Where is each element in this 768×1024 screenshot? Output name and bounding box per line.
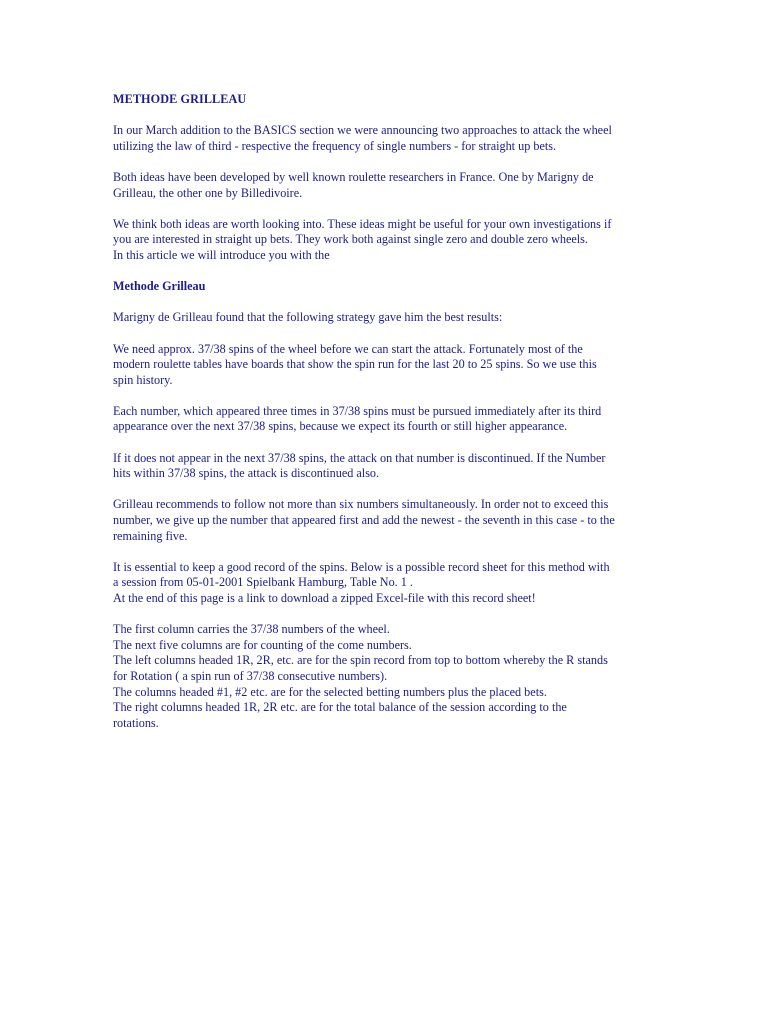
section-subheading: Methode Grilleau — [113, 279, 206, 294]
text-line: remaining five. — [113, 528, 188, 543]
text-line: appearance over the next 37/38 spins, because we expect its fourth or still higher appearance. — [113, 419, 568, 434]
text-line: you are interested in straight up bets. They work both against single zero and double zero wheels. — [113, 232, 588, 247]
method-section — [113, 310, 633, 731]
paragraph-body-4 — [113, 451, 633, 482]
paragraph-intro-1 — [113, 123, 633, 154]
paragraph-body-6 — [113, 560, 633, 607]
text-line: At the end of this page is a link to download a zipped Excel-file with this record sheet! — [113, 591, 536, 605]
text-line: modern roulette tables have boards that show the spin run for the last 20 to 25 spins. So we use this — [113, 357, 597, 372]
intro-section — [113, 123, 633, 263]
text-line: number, we give up the number that appeared first and add the newest - the seventh in this case - to the — [113, 513, 615, 528]
text-line: Both ideas have been developed by well known roulette researchers in France. One by Marigny de — [113, 169, 594, 184]
text-line: The columns headed #1, #2 etc. are for the selected betting numbers plus the placed bets. — [113, 684, 547, 699]
paragraph-body-1 — [113, 310, 633, 326]
paragraph-body-5 — [113, 497, 633, 544]
text-line: In our March addition to the BASICS section we were announcing two approaches to attack the wheel — [113, 123, 612, 138]
text-line: We need approx. 37/38 spins of the wheel before we can start the attack. Fortunately most of the — [113, 341, 583, 356]
text-line: The left columns headed 1R, 2R, etc. are for the spin record from top to bottom whereby the R stands — [113, 653, 608, 668]
text-line: In this article we will introduce you with the — [113, 247, 330, 262]
paragraph-body-7 — [113, 622, 633, 731]
text-line: It is essential to keep a good record of the spins. Below is a possible record sheet for this method with — [113, 559, 610, 574]
text-line: The first column carries the 37/38 numbers of the wheel. — [113, 622, 390, 637]
text-line: If it does not appear in the next 37/38 spins, the attack on that number is discontinued. If the Number — [113, 450, 606, 465]
text-line: hits within 37/38 spins, the attack is discontinued also. — [113, 466, 380, 481]
text-line: We think both ideas are worth looking into. These ideas might be useful for your own investigations if — [113, 216, 612, 231]
paragraph-body-2 — [113, 342, 633, 389]
text-line: Each number, which appeared three times in 37/38 spins must be pursued immediately after its third — [113, 403, 602, 418]
text-line: Grilleau, the other one by Billedivoire. — [113, 185, 303, 200]
text-line: spin history. — [113, 372, 173, 387]
text-line: The next five columns are for counting of the come numbers. — [113, 637, 412, 652]
paragraph-intro-2 — [113, 170, 633, 201]
text-line: Grilleau recommends to follow not more than six numbers simultaneously. In order not to exceed this — [113, 497, 609, 512]
text-line: for Rotation ( a spin run of 37/38 consecutive numbers). — [113, 668, 388, 683]
document-title: METHODE GRILLEAU — [113, 92, 247, 106]
text-line: The right columns headed 1R, 2R etc. are for the total balance of the session according to the — [113, 700, 567, 715]
text-line: rotations. — [113, 715, 159, 730]
text-line: Marigny de Grilleau found that the following strategy gave him the best results: — [113, 310, 503, 325]
text-line: utilizing the law of third - respective the frequency of single numbers - for straight up bets. — [113, 138, 557, 153]
document-body — [113, 92, 633, 747]
paragraph-body-3 — [113, 404, 633, 435]
text-line: a session from 05-01-2001 Spielbank Hamburg, Table No. 1 . — [113, 575, 413, 590]
paragraph-intro-3 — [113, 217, 633, 264]
